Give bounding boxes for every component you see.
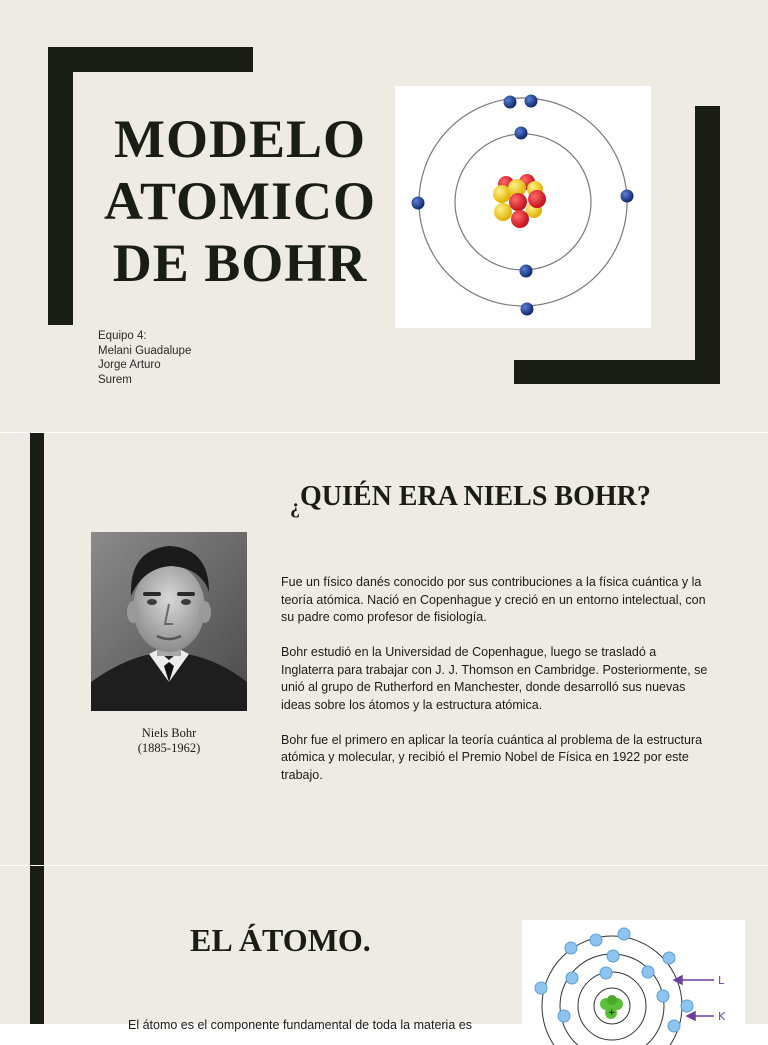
biography-title [290,481,651,518]
title-line: MODELO [113,109,366,169]
frame-bracket-left [48,47,73,325]
bohr-atom-image [395,86,651,328]
biography-text [281,574,711,802]
shell-label-l: L [718,974,725,987]
niels-bohr-portrait [91,532,247,711]
biography-paragraph: Bohr estudió en la Universidad de Copenhague, luego se trasladó a Inglaterra para trabajar con J. J. Thomson en Cambridge. Posteriormente, se unió al grupo de Rutherford en Manchester, donde desarrolló sus nuevas ideas sobre los átomos y la estructura atómica. [281,645,708,712]
team-member: Melani Guadalupe [98,344,192,357]
team-info [98,329,191,387]
frame-bracket-top [48,47,253,72]
caption-name: Niels Bohr [141,726,197,740]
team-member: Surem [98,373,132,386]
biography-paragraph: Fue un físico danés conocido por sus contribuciones a la física cuántica y la teoría atómica. Nació en Copenhague y creció en un entorno intelectual, con su padre como profesor de fisiología. [281,575,706,624]
portrait-caption [91,726,247,756]
slide-biography [0,433,768,865]
portrait-image-icon [91,532,247,711]
title-inverted-question-mark: ¿ [290,496,300,518]
title-text: QUIÉN ERA NIELS BOHR? [300,481,651,512]
frame-bracket-right [695,106,720,384]
biography-paragraph: Bohr fue el primero en aplicar la teoría cuántica al problema de la estructura atómica y molecular, y recibió el Premio Nobel de Física en 1922 por este trabajo. [281,732,703,782]
team-member: Jorge Arturo [98,359,161,371]
atom-shells-image [522,920,745,1040]
shell-label-k: K [718,1010,726,1023]
team-label: Equipo 4: [98,330,147,342]
title-line: ATOMICO [103,171,377,231]
title-line: DE BOHR [112,233,368,293]
slide-atom [0,866,768,1032]
caption-years: (1885-1962) [137,741,201,755]
slide-title [0,0,768,432]
atom-shells-diagram-icon [522,920,745,1040]
accent-bar [30,866,44,1024]
atom-text: El átomo es el componente fundamental de toda la materia es [128,1018,472,1032]
atom-diagram-icon [395,86,651,328]
svg-text:+: + [608,1008,616,1018]
atom-title: EL ÁTOMO. [190,922,371,958]
frame-bracket-bottom [514,360,720,384]
accent-bar [30,433,44,865]
presentation-title [90,108,390,294]
